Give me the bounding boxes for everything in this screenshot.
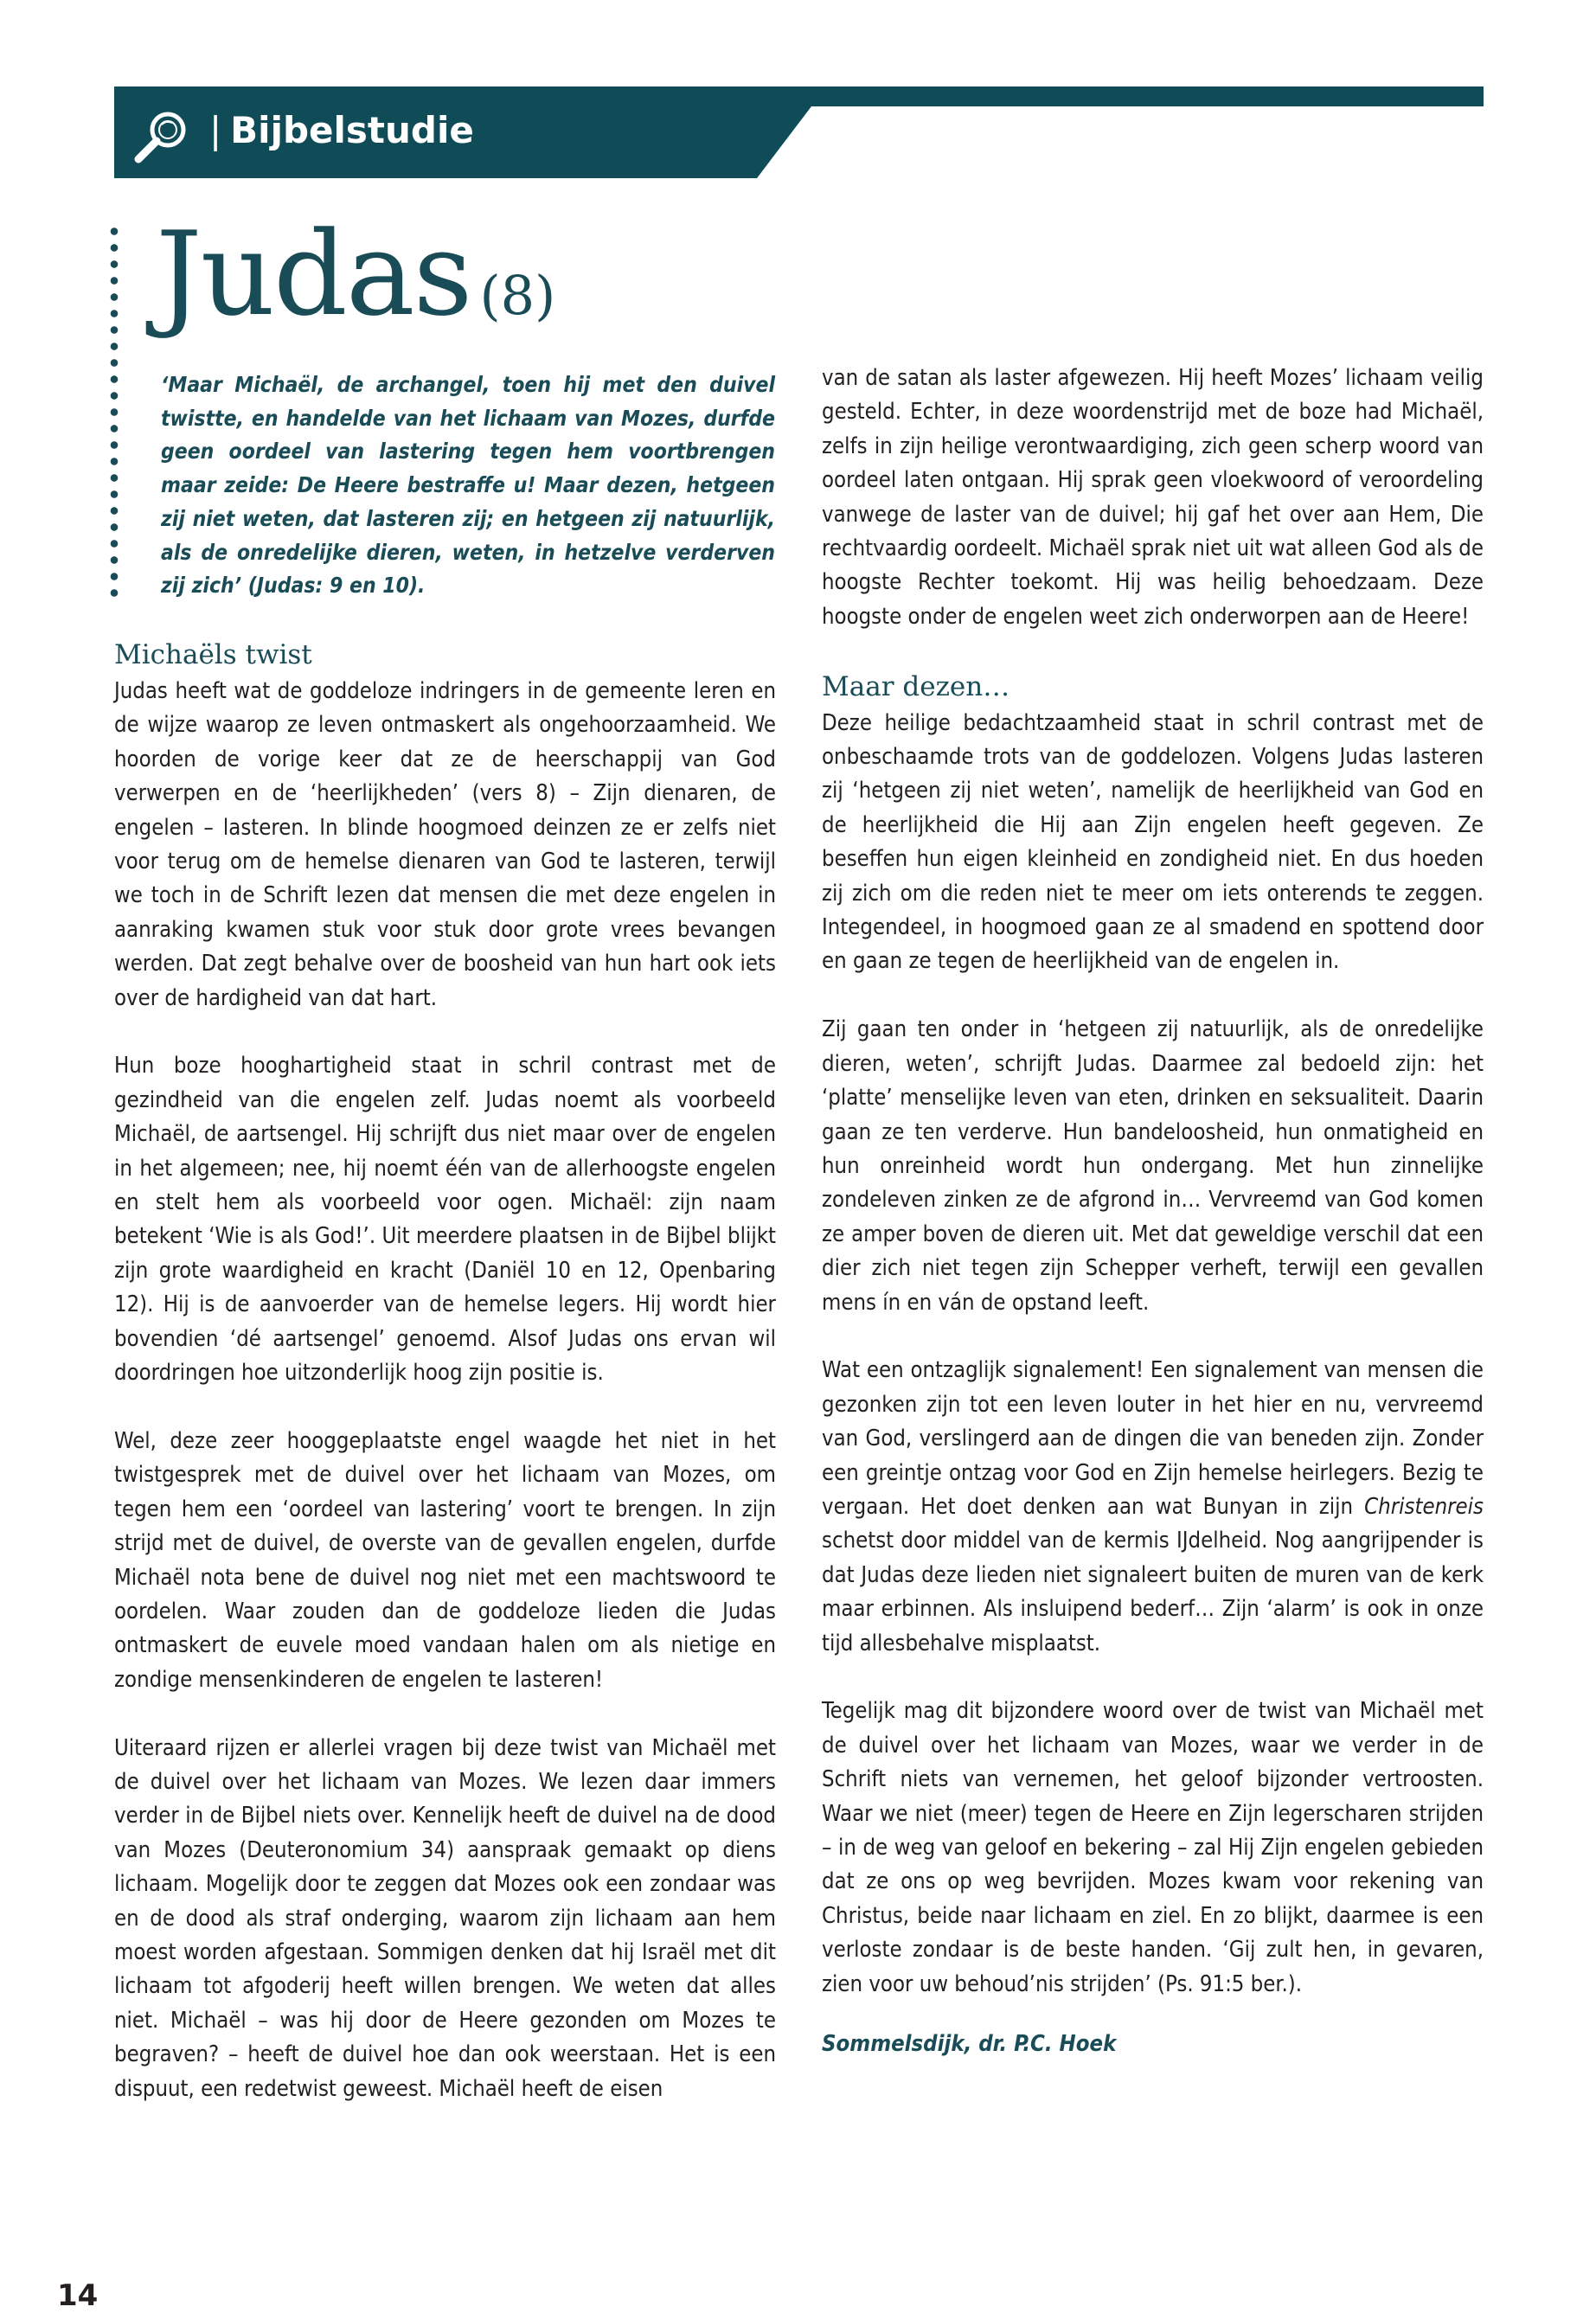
paragraph: Deze heilige bedachtzaamheid staat in schril contrast met de onbeschaamde trots van de goddelozen. Volgens Judas lasteren zij ‘hetgeen zij niet weten’, namelijk de heerlijkheid van God en de heerlijkheid die Hij aan Zijn engelen heeft gegeven. Ze beseffen hun eigen kleinheid en zondigheid niet. En dus hoeden zij zich om die reden niet te meer om iets onterends te zeggen. Integendeel, in hoogmoed gaan ze al smadend en spottend door en gaan ze tegen de heerlijkheid van de engelen in. xyxy=(822,709,1484,975)
paragraph-text: schetst door middel van de kermis IJdelheid. Nog aangrijpender is dat Judas deze lieden niet signaleert buiten de muren van de kerk maar erbinnen. Als insluipend bederf… Zijn ‘alarm’ is ook in onze tijd allesbehalve misplaatst. xyxy=(822,1528,1484,1656)
paragraph: Wel, deze zeer hooggeplaatste engel waagde het niet in het twistgesprek met de duivel over het lichaam van Mozes, om tegen hem een ‘oordeel van lastering’ voort te brengen. In zijn strijd met de duivel, de overste van de gevallen engelen, durfde Michaël nota bene de duivel nog niet met een machtswoord te oordelen. Waar zouden dan de goddeloze lieden die Judas ontmaskert de euvele moed vandaan halen om als nietige en zondige mensenkinderen de engelen te lasteren! xyxy=(114,1427,776,1693)
title-number: (8) xyxy=(479,264,556,327)
heading-maar-dezen: Maar dezen… xyxy=(822,670,1010,702)
paragraph: Judas heeft wat de goddeloze indringers in de gemeente leren en de wijze waarop ze leven ontmaskert als ongehoorzaamheid. We hoorden de vorige keer dat ze de heerschappij van God verwerpen en de ‘heerlijkheden’ (vers 8) – Zijn dienaren, de engelen – lasteren. In blinde hoogmoed deinzen ze er zelfs niet voor terug om de hemelse dienaren van God te lasteren, terwijl we toch in de Schrift lezen dat mensen die met deze engelen in aanraking kwamen stuk voor stuk door grote vrees bevangen werden. Dat zegt behalve over de boosheid van hun hart ook iets over de hardigheid van dat hart. xyxy=(114,678,776,1011)
paragraph: Hun boze hooghartigheid staat in schril contrast met de gezindheid van die engelen zelf. Judas noemt als voorbeeld Michaël, de aartsengel. Hij schrijft dus niet maar over de engelen in het algemeen; nee, hij noemt één van de allerhoogste engelen en stelt hem als voorbeeld voor ogen. Michaël: zijn naam betekent ‘Wie is als God!’. Uit meerdere plaatsen in de Bijbel blijkt zijn grote waardigheid en kracht (Daniël 10 en 12, Openbaring 12). Hij is de aanvoerder van de hemelse legers. Hij wordt hier bovendien ‘dé aartsengel’ genoemd. Alsof Judas ons ervan wil doordringen hoe uitzonderlijk hoog zijn positie is. xyxy=(114,1053,776,1387)
section-label xyxy=(209,109,474,152)
page-number: 14 xyxy=(57,2278,99,2313)
paragraph: van de satan als laster afgewezen. Hij heeft Mozes’ lichaam veilig gesteld. Echter, in deze woordenstrijd met de boze had Michaël, zelfs in zijn heilige verontwaardiging, zich geen scherp woord van oordeel laten ontgaan. Hij sprak geen vloekwoord of veroordeling vanwege de laster van de duivel; hij gaf het over aan Hem, Die rechtvaardig oordeelt. Michaël sprak niet uit wat alleen God als de hoogste Rechter toekomt. Hij was heilig behoedzaam. Deze hoogste onder de engelen weet zich onderworpen aan de Heere! xyxy=(822,365,1484,630)
title-main: Judas xyxy=(156,207,471,342)
magnifier-icon xyxy=(131,106,192,166)
paragraph: Tegelijk mag dit bijzondere woord over de twist van Michaël met de duivel over het lichaam van Mozes, waar we verder in de Schrift niets van vernemen, het geloof bijzonder vertroosten. Waar we niet (meer) tegen de Heere en Zijn legerscharen strijden – in de weg van geloof en bekering – zal Hij Zijn engelen gebieden dat ze ons op weg bevrijden. Mozes kwam voor rekening van Christus, beide naar lichaam en ziel. En zo blijkt, daarmee is een verloste zondaar is de beste handen. ‘Gij zult hen, in gevaren, zien voor uw behoud’nis strijden’ (Ps. 91:5 ber.). xyxy=(822,1698,1484,1997)
article-title xyxy=(156,207,556,342)
author-signature: Sommelsdijk, dr. P.C. Hoek xyxy=(822,2031,1117,2058)
right-column xyxy=(822,362,1484,2096)
section-title: Bijbelstudie xyxy=(230,109,474,151)
paragraph: Uiteraard rijzen er allerlei vragen bij deze twist van Michaël met de duivel over het lichaam van Mozes. We lezen daar immers verder in de Bijbel niets over. Kennelijk heeft de duivel na de dood van Mozes (Deuteronomium 34) aanspraak gemaakt op diens lichaam. Mogelijk door te zeggen dat Mozes ook een zondaar was en de dood als straf onderging, waarom zijn lichaam aan hem moest worden afgestaan. Sommigen denken dat hij Israël met dit lichaam tot afgoderij heeft willen brengen. We weten dat alles niet. Michaël – was hij door de Heere gezonden om Mozes te begraven? – heeft de duivel hoe dan ook weerstaan. Het is een dispuut, een redetwist geweest. Michaël heeft de eisen xyxy=(114,1734,776,2102)
book-title: Christenreis xyxy=(1364,1493,1484,1520)
paragraph-text: Wat een ontzaglijk signalement! Een signalement van mensen die gezonken zijn tot een leven louter in het hier en nu, vervreemd van God, verslingerd aan de dingen die van beneden zijn. Zonder een greintje ontzag voor God en Zijn hemelse heirlegers. Bezig te vergaan. Het doet denken aan wat Bunyan in zijn xyxy=(822,1357,1484,1520)
dotted-rule xyxy=(109,223,119,604)
section-header xyxy=(114,86,1484,178)
left-column xyxy=(114,637,776,2140)
paragraph: Zij gaan ten onder in ‘hetgeen zij natuurlijk, als de onredelijke dieren, weten’, schrijft Judas. Daarmee zal bedoeld zijn: het ‘platte’ menselijke leven van eten, drinken en seksualiteit. Daarin gaan ze ten verderve. Hun bandeloosheid, hun onmatigheid en hun onreinheid wordt hun ondergang. Met hun zinnelijke zondeleven zinken ze de afgrond in… Vervreemd van God komen ze amper boven de dieren uit. Met dat geweldige verschil dat een dier zich niet tegen zijn Schepper verheft, terwijl een gevallen mens ín en ván de opstand leeft. xyxy=(822,1016,1484,1316)
section-separator: | xyxy=(209,109,222,151)
lead-quote: ‘Maar Michaël, de archangel, toen hij met den duivel twistte, en handelde van het lichaam van Mozes, durfde geen oordeel van lastering tegen hem voortbrengen maar zeide: De Heere bestraffe u! Maar dezen, hetgeen zij niet weten, dat lasteren zij; en hetgeen zij natuurlijk, als de onredelijke dieren, weten, in hetzelve verderven zij zich’ (Judas: 9 en 10). xyxy=(161,372,775,599)
paragraph xyxy=(822,1354,1484,1661)
heading-michaels-twist: Michaëls twist xyxy=(114,639,312,670)
